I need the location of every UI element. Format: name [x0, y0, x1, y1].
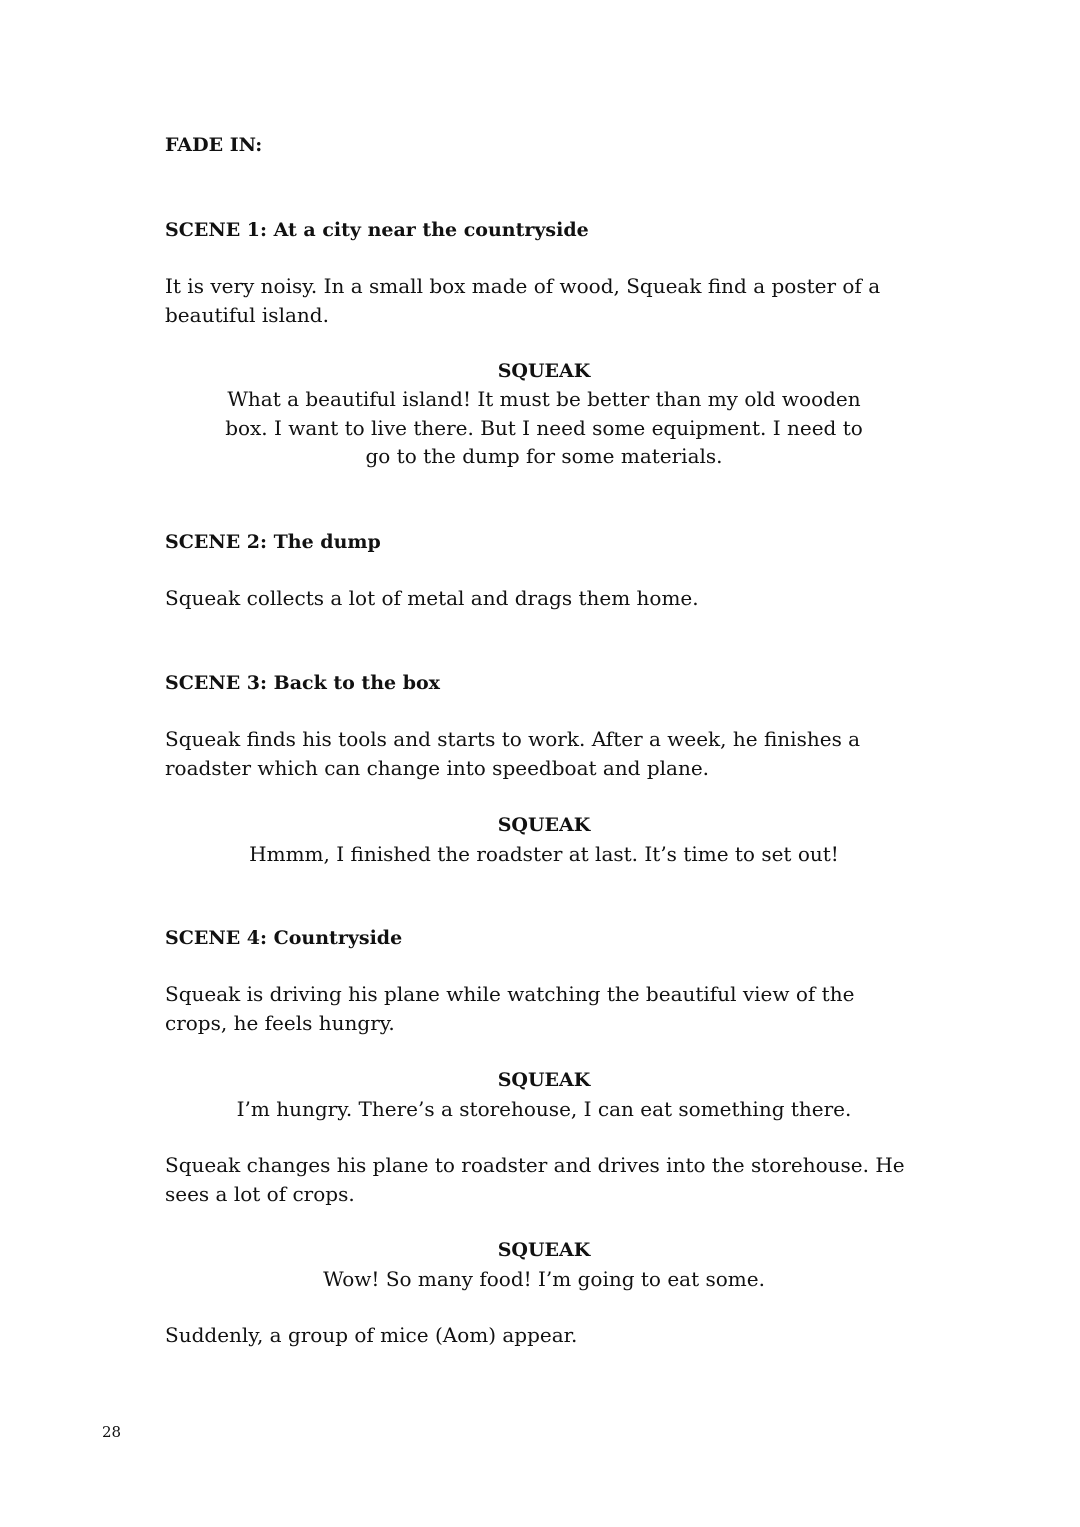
scene-2-action-line-1: Squeak collects a lot of metal and drags them home.	[165, 586, 699, 610]
page-number: 28	[102, 1423, 122, 1441]
scene-1-dialogue-line-1: What a beautiful island! It must be better than my old wooden	[227, 387, 861, 411]
scene-3-character-name: SQUEAK	[497, 814, 591, 836]
scene-4-heading: SCENE 4: Countryside	[165, 927, 403, 949]
scene-4-action-line-2: crops, he feels hungry.	[165, 1011, 395, 1035]
scene-1-character-name: SQUEAK	[497, 360, 591, 382]
scene-1-heading: SCENE 1: At a city near the countryside	[165, 219, 589, 241]
scene-1-dialogue-line-3: go to the dump for some materials.	[365, 444, 723, 468]
scene-1-action-line-2: beautiful island.	[165, 303, 329, 327]
scene-3-action-line-1: Squeak finds his tools and starts to work. After a week, he finishes a	[165, 727, 861, 751]
scene-3-dialogue-line-1: Hmmm, I finished the roadster at last. It’s time to set out!	[249, 842, 839, 866]
scene-4-action-line-4: sees a lot of crops.	[165, 1182, 355, 1206]
scene-3-heading: SCENE 3: Back to the box	[165, 672, 440, 694]
scene-4-dialogue-1: I’m hungry. There’s a storehouse, I can eat something there.	[236, 1097, 852, 1121]
scene-4-character-name-1: SQUEAK	[497, 1069, 591, 1091]
fade-in-transition: FADE IN:	[165, 134, 263, 156]
scene-4-dialogue-2: Wow! So many food! I’m going to eat some.	[323, 1267, 765, 1291]
scene-4-action-line-5: Suddenly, a group of mice (Aom) appear.	[165, 1323, 578, 1347]
scene-2-heading: SCENE 2: The dump	[165, 531, 381, 553]
scene-4-action-line-3: Squeak changes his plane to roadster and drives into the storehouse. He	[165, 1153, 905, 1177]
scene-3-action-line-2: roadster which can change into speedboat and plane.	[165, 756, 710, 780]
scene-4-character-name-2: SQUEAK	[497, 1239, 591, 1261]
scene-1-dialogue-line-2: box. I want to live there. But I need some equipment. I need to	[225, 416, 863, 440]
scene-1-action-line-1: It is very noisy. In a small box made of wood, Squeak find a poster of a	[165, 274, 881, 298]
scene-4-action-line-1: Squeak is driving his plane while watching the beautiful view of the	[165, 982, 855, 1006]
